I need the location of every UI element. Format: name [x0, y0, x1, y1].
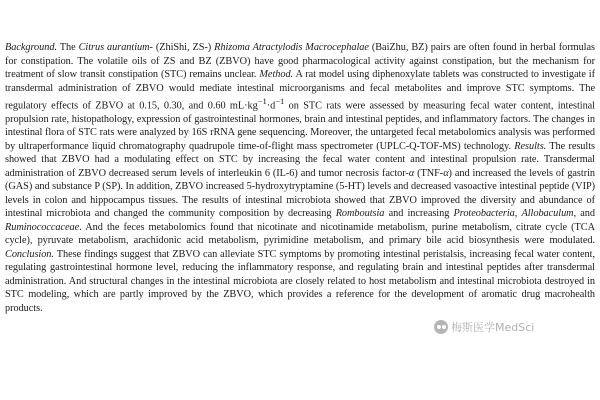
genus-proteobacteria: Proteobacteria — [453, 208, 515, 220]
watermark-logo-icon — [434, 320, 448, 334]
genus-allobaculum: Allobaculum — [521, 208, 574, 220]
method-label: Method. — [259, 69, 294, 80]
watermark-text: 梅斯医学MedSci — [451, 321, 535, 334]
genus-ruminococcaceae: Ruminococcaceae — [5, 221, 80, 233]
species-citrus: Citrus aurantium- — [78, 42, 153, 53]
conclusion-label: Conclusion. — [5, 248, 54, 260]
watermark — [434, 318, 594, 336]
background-label: Background. — [5, 42, 57, 53]
genus-romboutsia: Romboutsia — [335, 208, 385, 220]
species-rhizoma: Rhizoma Atractylodis Macrocephalae — [214, 42, 369, 53]
abstract-paragraph: Background. The Citrus aurantium- (ZhiShi, ZS-) Rhizoma Atractylodis Macrocephalae (BaiZhu, BZ) pairs are often found in herbal formulas for constipation. The volatile oils of ZS and BZ (ZBVO) have good pharmacological activity against constipation, but the mechanism for treatment of slow transit constipation (STC) remains unclear. Method. A rat model using diphenoxylate tablets was constructed to investigate if transdermal administration of ZBVO would mediate intestinal microorganisms and fecal metabolites and improve STC symptoms. The regulatory effects of ZBVO at 0.15, 0.30, and 0.60 $mL\cdot kg^{-1}\cdot d^{-1}$ on STC rats were assessed by measuring fecal water content, intestinal propulsion rate, histopathology, expression of gastrointestinal hormones, brain and intestinal peptides, and inflammatory factors. The changes in intestinal flora of STC rats were analyzed by 16S rRNA gene sequencing. Moreover, the untargeted fecal metabolomics analysis was performed by ultraperformance liquid chromatography quadrupole time-of-flight mass spectrometer (UPLC-Q-TOF-MS) technology. Results. The results showed that ZBVO had a modulating effect on STC by increasing the fecal water content and intestinal propulsion rate. Transdermal administration of ZBVO decreased serum levels of interleukin 6 (IL-6) and tumor necrosis factor-α (TNF-α) and increased the levels of gastrin (GAS) and substance P (SP). In addition, ZBVO increased 5-hydroxytryptamine (5-HT) levels and decreased vasoactive intestinal peptide (VIP) levels in colon and hippocampus tissues. The results of intestinal microbiota showed that ZBVO improved the diversity and abundance of intestinal microbiota and changed the community composition by decreasing Romboutsia and increasing Proteobacteria, Allobaculum, and Ruminococcaceae. And the feces metabolomics found that nicotinate and nicotinamide metabolism, purine metabolism, citrate cycle (TCA cycle), pyruvate metabolism, arachidonic acid metabolism, pyrimidine metabolism, and primary bile acid biosynthesis were modulated. Conclusion. These findings suggest that ZBVO can alleviate STC symptoms by promoting intestinal peristalsis, increasing fecal water content, regulating gastrointestinal hormone level, reducing the inflammatory response, and regulating brain and intestinal peptides after transdermal administration. And structural changes in the intestinal microbiota are closely related to host metabolism and intestinal microbiota destroyed in STC modeling, which are partly improved by the ZBVO, which provides a reference for the development of aromatic drug macrohealth products. — [5, 42, 595, 314]
results-label: Results. — [514, 140, 547, 152]
